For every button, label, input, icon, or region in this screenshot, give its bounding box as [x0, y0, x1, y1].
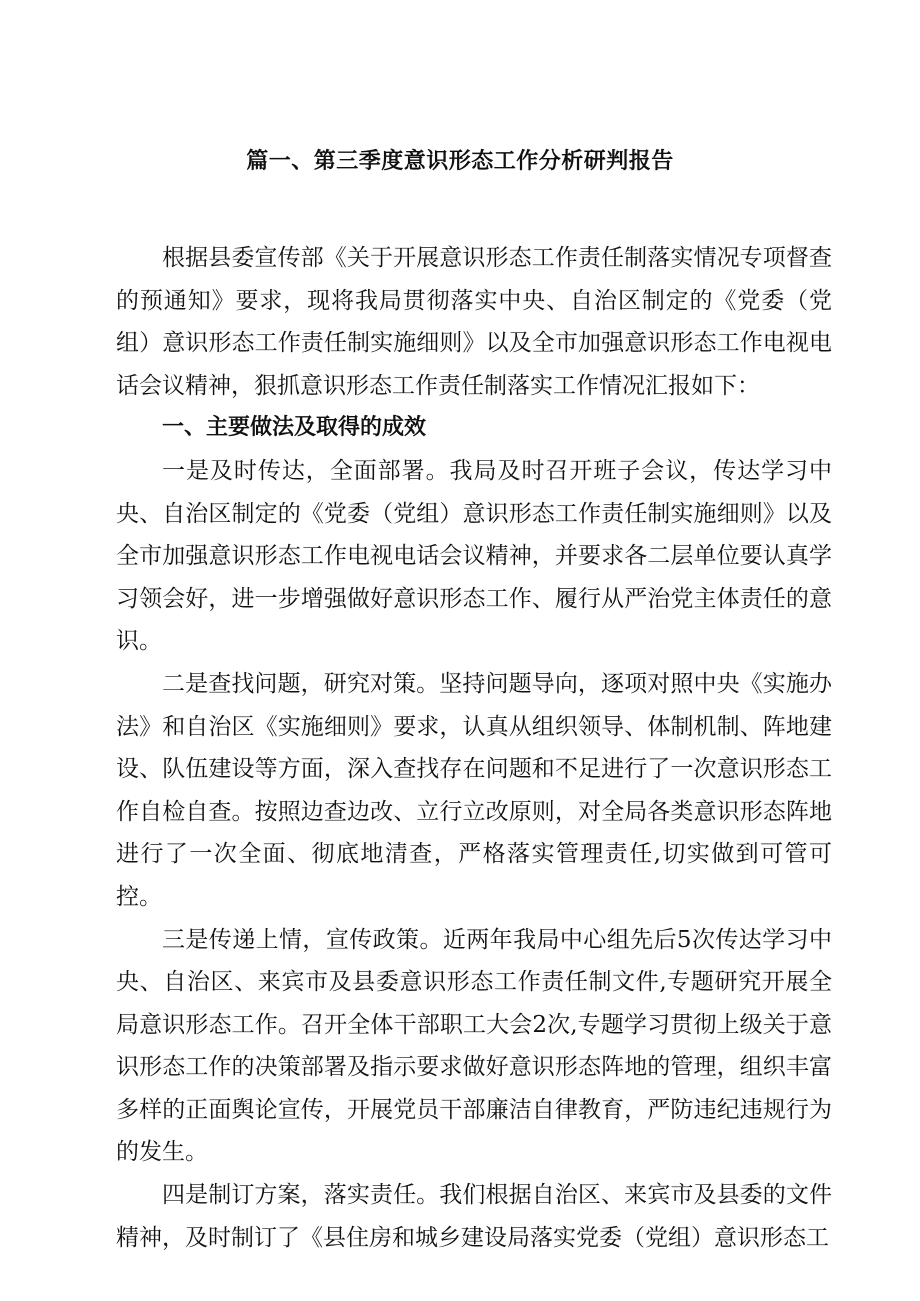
document-title: 篇一、第三季度意识形态工作分析研判报告	[246, 149, 674, 174]
paragraph-point-4: 四是制订方案，落实责任。我们根据自治区、来宾市及县委的文件精神，及时制订了《县住房和城乡建设局落实党委（党组）意识形态工	[116, 1182, 832, 1251]
intro-paragraph: 根据县委宣传部《关于开展意识形态工作责任制落实情况专项督查的预通知》要求，现将我局贯彻落实中央、自治区制定的《党委（党组）意识形态工作责任制实施细则》以及全市加强意识形态工作电视电话会议精神，狠抓意识形态工作责任制落实工作情况汇报如下：	[116, 245, 832, 399]
section-heading: 一、主要做法及取得的成效	[162, 415, 427, 441]
document-body	[116, 237, 832, 1259]
paragraph-point-2: 二是查找问题，研究对策。坚持问题导向，逐项对照中央《实施办法》和自治区《实施细则》要求，认真从组织领导、体制机制、阵地建设、队伍建设等方面，深入查找存在问题和不足进行了一次意识形态工作自检自查。按照边查边改、立行立改原则，对全局各类意识形态阵地进行了一次全面、彻底地清查，严格落实管理责任,切实做到可管可控。	[116, 670, 832, 910]
paragraph-point-3: 三是传递上情，宣传政策。近两年我局中心组先后5次传达学习中央、自治区、来宾市及县委意识形态工作责任制文件,专题研究开展全局意识形态工作。召开全体干部职工大会2次,专题学习贯彻上级关于意识形态工作的决策部署及指示要求做好意识形态阵地的管理，组织丰富多样的正面舆论宣传，开展党员干部廉洁自律教育，严防违纪违规行为的发生。	[116, 926, 832, 1166]
paragraph-point-1: 一是及时传达，全面部署。我局及时召开班子会议，传达学习中央、自治区制定的《党委（党组）意识形态工作责任制实施细则》以及全市加强意识形态工作电视电话会议精神，并要求各二层单位要认真学习领会好，进一步增强做好意识形态工作、履行从严治党主体责任的意识。	[116, 457, 832, 655]
